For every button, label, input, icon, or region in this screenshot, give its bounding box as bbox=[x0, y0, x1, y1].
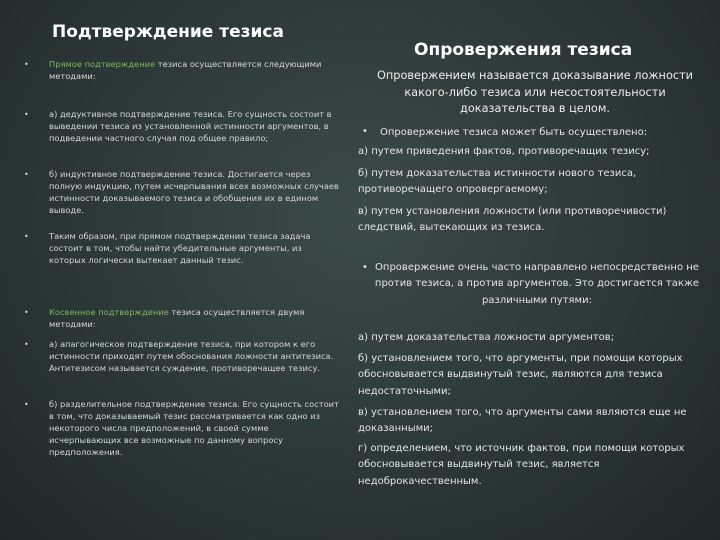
left-paragraph-4: Таким образом, при прямом подтверждении тезиса задача состоит в том, чтобы найти убедительные аргументы, из которых логически вытекает данный тезис. bbox=[49, 231, 311, 265]
bullet-icon: • bbox=[362, 126, 368, 137]
argument-item-a: а) путем доказательства ложности аргументов; bbox=[358, 332, 615, 343]
refutation-item-c: в) путем установления ложности (или противоречивости) следствий, вытекающих из тезиса. bbox=[358, 206, 667, 234]
left-paragraph-1: Прямое подтверждение тезиса осуществляется следующими методами: bbox=[49, 59, 322, 81]
refutation-item-a: а) путем приведения фактов, противоречащих тезису; bbox=[358, 146, 650, 157]
bullet-icon: • bbox=[362, 262, 368, 273]
refutation-item-b: б) путем доказательства истинности нового тезиса, противоречащего опровергаемому; bbox=[358, 168, 637, 196]
refutation-lead-1: Опровержение тезиса может быть осуществлено: bbox=[380, 127, 648, 138]
argument-item-b: б) установлением того, что аргументы, при помощи которых обосновывается выдвинутый тезис, являются для тезиса недостаточными; bbox=[358, 353, 683, 397]
refutation-lead-2: Опровержение очень часто направлено непосредственно не против тезиса, а против аргументов. Это достигается также различными путями: bbox=[374, 262, 700, 306]
bullet-icon: • bbox=[24, 170, 29, 179]
bullet-icon: • bbox=[24, 308, 29, 317]
bullet-icon: • bbox=[24, 340, 29, 349]
bullet-icon: • bbox=[24, 110, 29, 119]
argument-item-c: в) установлением того, что аргументы сами являются еще не доказанными; bbox=[358, 407, 687, 435]
indirect-confirmation-term: Косвенное подтверждение bbox=[49, 307, 169, 317]
argument-item-d: г) определением, что источник фактов, при помощи которых обосновывается выдвинутый тезис, является недоброкачественным. bbox=[358, 443, 685, 487]
direct-confirmation-term: Прямое подтверждение bbox=[49, 59, 156, 69]
left-paragraph-7: б) разделительное подтверждение тезиса. Его сущность состоит в том, что доказываемый тезис рассматривается как одно из некоторого числа предположений, в своей сумме исчерпывающих все возможные по данному вопросу предположения. bbox=[49, 399, 339, 457]
left-paragraph-6: а) апагогическое подтверждение тезиса, при котором к его истинности приходят путем обоснования ложности антитезиса. Антитезисом называется суждение, противоречащее тезису. bbox=[49, 339, 334, 373]
left-paragraph-5: Косвенное подтверждение тезиса осуществляется двумя методами: bbox=[49, 307, 305, 329]
left-title: Подтверждение тезиса bbox=[52, 22, 284, 42]
bullet-icon: • bbox=[24, 232, 29, 241]
refutation-definition: Опровержением называется доказывание ложности какого-либо тезиса или несостоятельности доказательства в целом. bbox=[377, 69, 693, 116]
bullet-icon: • bbox=[24, 60, 29, 69]
right-title: Опровержения тезиса bbox=[414, 40, 633, 60]
bullet-icon: • bbox=[24, 400, 29, 409]
left-paragraph-3: б) индуктивное подтверждение тезиса. Достигается через полную индукцию, путем исчерпывания всех возможных случаев истинности доказываемого тезиса и обобщения их в едином выводе. bbox=[49, 169, 339, 215]
left-paragraph-2: а) дедуктивное подтверждение тезиса. Его сущность состоит в выведении тезиса из установленной истинности аргументов, в подведении частного случая под общее правило; bbox=[49, 109, 332, 143]
